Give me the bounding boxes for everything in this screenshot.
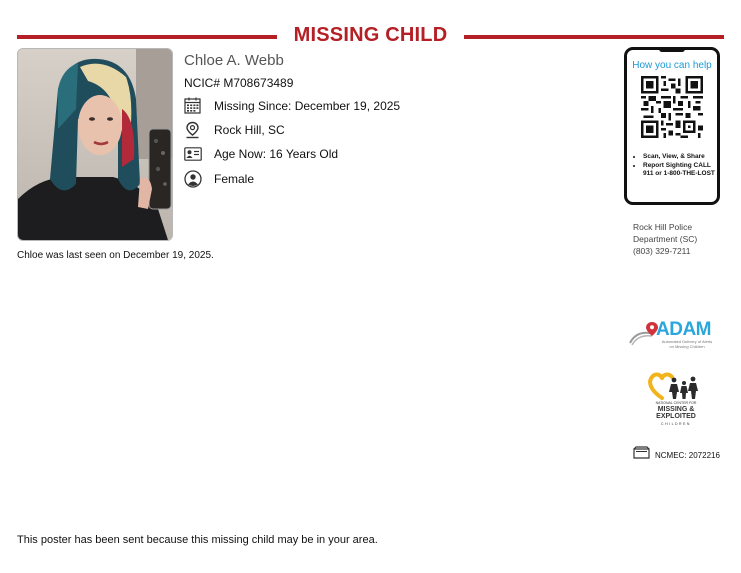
child-name: Chloe A. Webb xyxy=(184,52,284,69)
header-rule-right xyxy=(464,35,724,39)
ncmec-logo-line3: EXPLOITED xyxy=(656,413,696,420)
ncmec-logo-line1: NATIONAL CENTER FOR xyxy=(655,401,697,405)
ncmec-heart-family-icon xyxy=(646,370,706,402)
ncic-number: NCIC# M708673489 xyxy=(184,76,294,90)
help-heading: How you can help xyxy=(632,60,712,71)
missing-since-row xyxy=(184,96,401,116)
police-name-line2: Department (SC) xyxy=(633,234,698,244)
adam-wordmark: ADAM xyxy=(656,319,711,340)
header-rule-left xyxy=(17,35,277,39)
age-row xyxy=(184,144,339,164)
case-folder-icon xyxy=(633,446,650,464)
sex-row xyxy=(184,169,255,189)
child-photo-image xyxy=(18,49,172,240)
adam-logo xyxy=(628,319,720,353)
sex-text: Female xyxy=(214,172,255,186)
id-card-icon xyxy=(184,145,202,163)
adam-subtitle-line2: on Missing Children xyxy=(669,344,705,349)
adam-swoosh-icon xyxy=(628,321,658,351)
location-row xyxy=(184,120,285,140)
footer-note: This poster has been sent because this missing child may be in your area. xyxy=(17,534,378,546)
ncmec-logo-main xyxy=(646,406,706,420)
case-number-text: NCMEC: 2072216 xyxy=(655,450,720,460)
person-icon xyxy=(184,170,202,188)
help-item-share: • Scan, View, & Share xyxy=(643,153,719,161)
police-phone: (803) 329-7211 xyxy=(633,246,691,256)
location-text: Rock Hill, SC xyxy=(214,123,285,137)
location-pin-icon xyxy=(184,121,202,139)
help-item-report: • Report Sighting CALL 911 or 1-800-THE-LOST xyxy=(643,162,719,178)
case-number xyxy=(633,446,720,464)
ncmec-logo-line2: MISSING & xyxy=(657,406,695,413)
police-name-line1: Rock Hill Police xyxy=(633,222,693,232)
poster-title: MISSING CHILD xyxy=(293,24,448,46)
age-text: Age Now: 16 Years Old xyxy=(214,147,339,161)
phone-notch xyxy=(659,49,685,52)
qr-code[interactable] xyxy=(641,76,703,138)
ncmec-logo xyxy=(646,370,706,430)
last-seen-text: Chloe was last seen on December 19, 2025. xyxy=(17,250,214,261)
child-photo xyxy=(17,48,173,241)
adam-subtitle xyxy=(656,339,718,349)
help-list xyxy=(631,153,719,179)
missing-since-text: Missing Since: December 19, 2025 xyxy=(214,99,401,113)
help-panel xyxy=(624,47,720,205)
calendar-icon xyxy=(184,97,202,115)
ncmec-logo-line4: CHILDREN xyxy=(661,422,691,426)
adam-subtitle-line1: Automated Delivery of Alerts xyxy=(661,339,713,344)
police-contact xyxy=(633,221,697,257)
